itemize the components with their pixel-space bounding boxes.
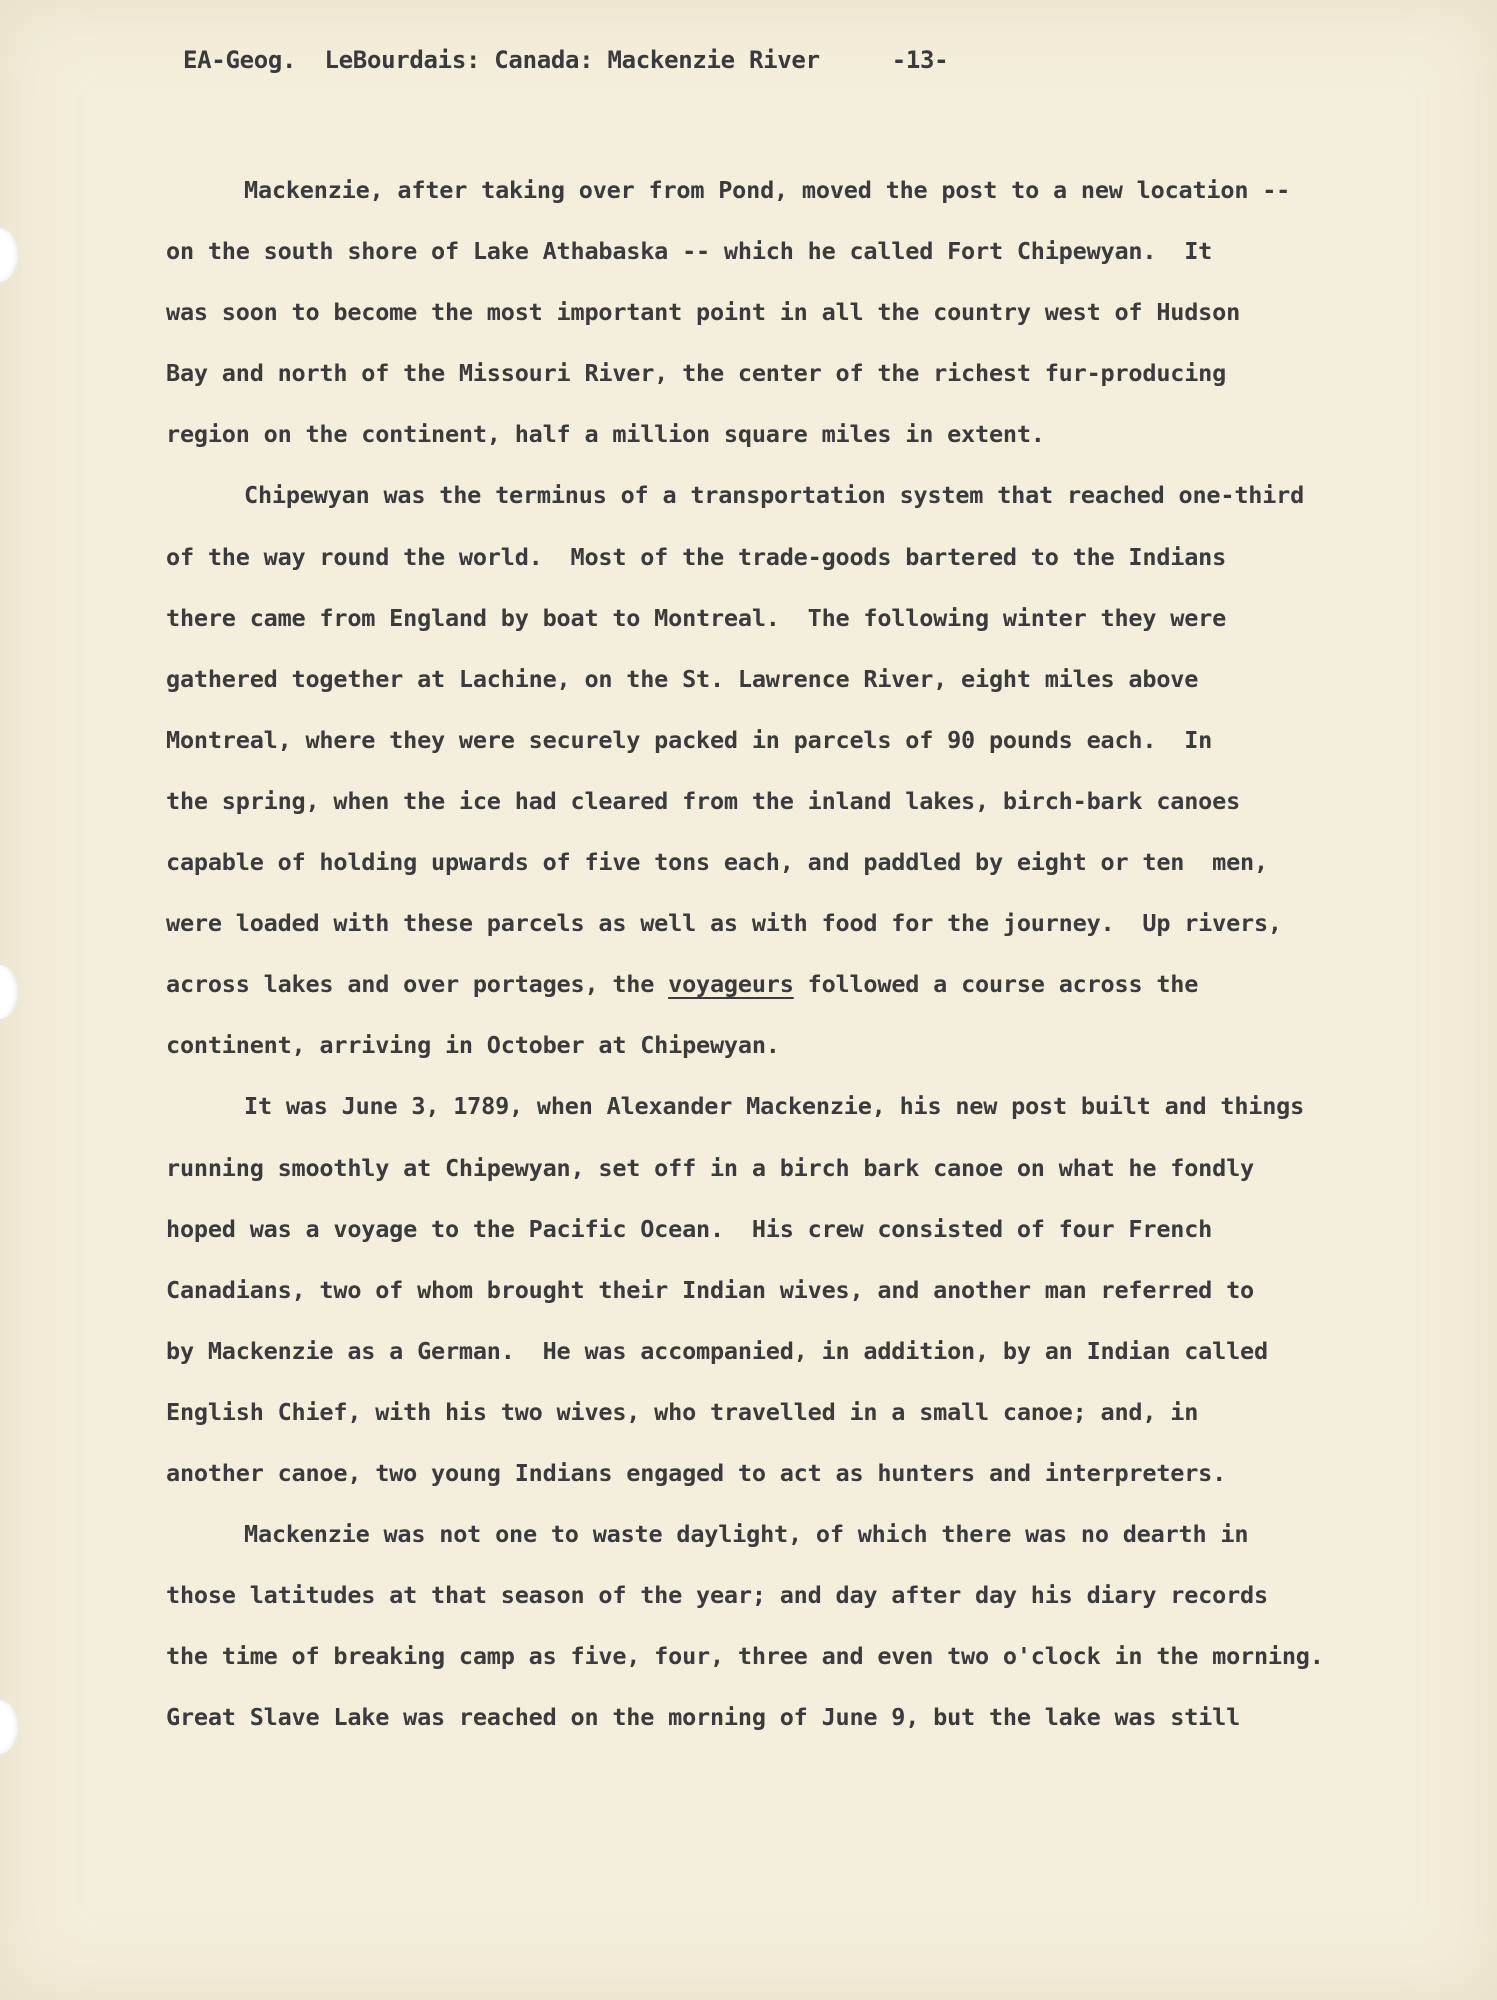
- text-line: gathered together at Lachine, on the St. Lawrence River, eight miles above: [166, 664, 1199, 693]
- text-line: across lakes and over portages, the voyageurs followed a course across the: [166, 970, 1199, 999]
- document-body: [166, 160, 1426, 1748]
- text-line: Bay and north of the Missouri River, the center of the richest fur-producing: [166, 359, 1227, 388]
- text-line: hoped was a voyage to the Pacific Ocean. His crew consisted of four French: [166, 1214, 1213, 1243]
- text-line: Mackenzie was not one to waste daylight, of which there was no dearth in: [244, 1520, 1249, 1549]
- page-number: -13-: [891, 46, 949, 74]
- punch-hole: [0, 965, 18, 1019]
- text-line: by Mackenzie as a German. He was accompanied, in addition, by an Indian called: [166, 1336, 1268, 1365]
- text-line: Montreal, where they were securely packed in parcels of 90 pounds each. In: [166, 725, 1213, 754]
- punch-hole: [0, 1700, 18, 1754]
- text-line: on the south shore of Lake Athabaska -- which he called Fort Chipewyan. It: [166, 237, 1213, 266]
- text-line: region on the continent, half a million square miles in extent.: [166, 420, 1045, 449]
- text-line: capable of holding upwards of five tons each, and paddled by eight or ten men,: [166, 848, 1268, 877]
- underlined-word: voyageurs: [668, 970, 794, 999]
- text-line: the spring, when the ice had cleared from the inland lakes, birch-bark canoes: [166, 786, 1241, 815]
- text-line: Canadians, two of whom brought their Indian wives, and another man referred to: [166, 1275, 1254, 1304]
- punch-hole: [0, 228, 18, 282]
- paragraph: [166, 1076, 1426, 1504]
- text-line: was soon to become the most important point in all the country west of Hudson: [166, 298, 1241, 327]
- text-line: the time of breaking camp as five, four, three and even two o'clock in the morning.: [166, 1642, 1324, 1671]
- text-line: Mackenzie, after taking over from Pond, moved the post to a new location --: [244, 176, 1291, 204]
- page-header: [183, 46, 948, 74]
- header-title: EA-Geog. LeBourdais: Canada: Mackenzie River: [183, 46, 820, 74]
- text-line: Chipewyan was the terminus of a transportation system that reached one-third: [244, 481, 1305, 510]
- text-line: running smoothly at Chipewyan, set off in a birch bark canoe on what he fondly: [166, 1153, 1254, 1182]
- text-line: there came from England by boat to Montreal. The following winter they were: [166, 603, 1227, 632]
- paragraph: [166, 1504, 1426, 1748]
- text-line: Great Slave Lake was reached on the morning of June 9, but the lake was still: [166, 1703, 1241, 1732]
- paragraph: [166, 465, 1426, 1076]
- text-line: another canoe, two young Indians engaged to act as hunters and interpreters.: [166, 1458, 1227, 1487]
- text-line: continent, arriving in October at Chipewyan.: [166, 1031, 780, 1060]
- text-line: of the way round the world. Most of the trade-goods bartered to the Indians: [166, 542, 1227, 571]
- text-line: It was June 3, 1789, when Alexander Mackenzie, his new post built and things: [244, 1092, 1305, 1121]
- text-line: those latitudes at that season of the year; and day after day his diary records: [166, 1581, 1268, 1610]
- text-line: were loaded with these parcels as well as with food for the journey. Up rivers,: [166, 909, 1282, 938]
- text-line: English Chief, with his two wives, who travelled in a small canoe; and, in: [166, 1397, 1199, 1426]
- paragraph: [166, 160, 1426, 465]
